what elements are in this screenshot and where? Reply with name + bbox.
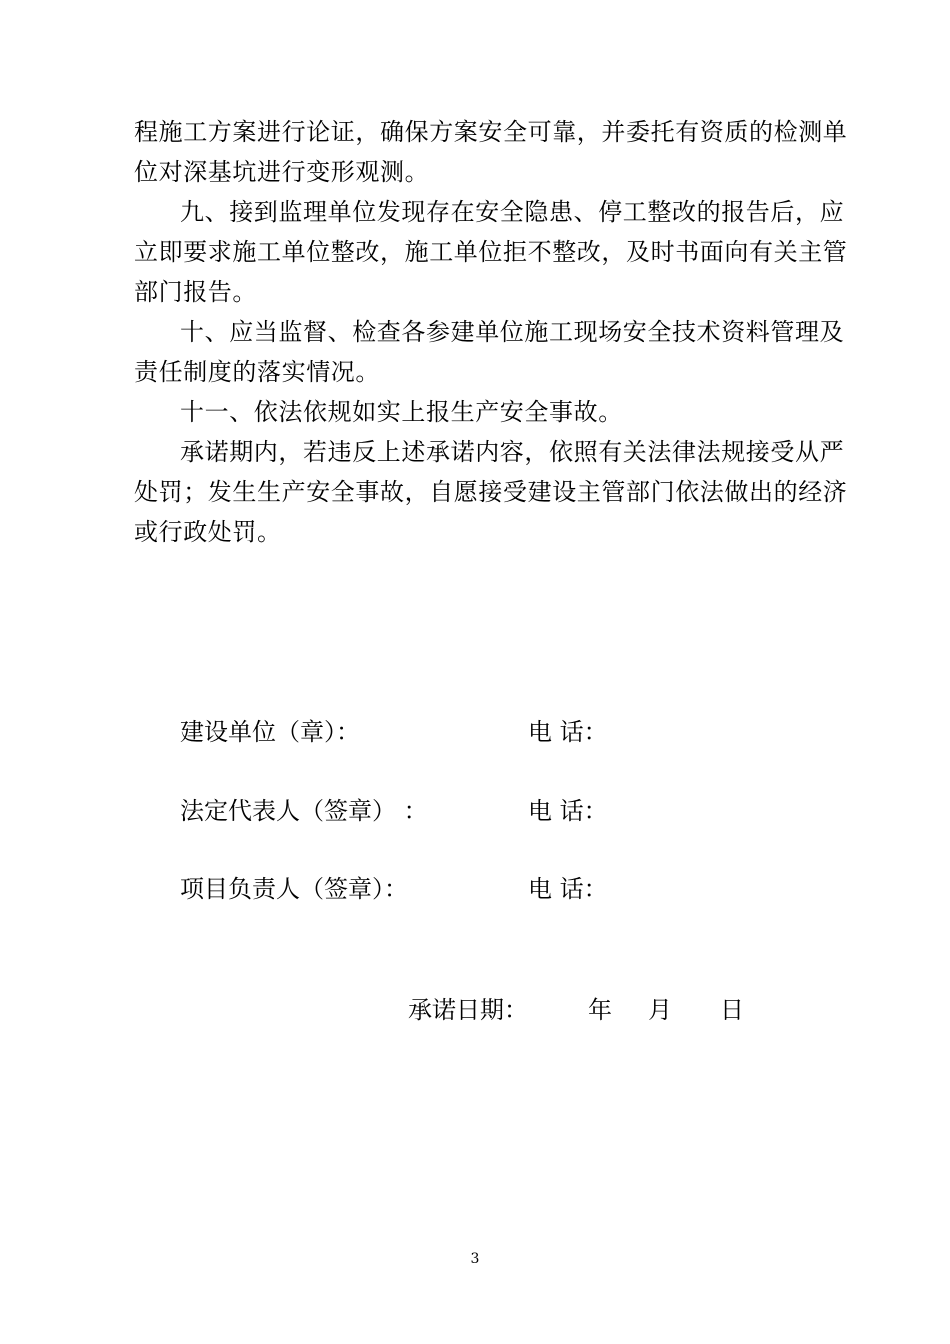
date-day: 日: [720, 996, 744, 1024]
date-year: 年: [588, 996, 612, 1024]
construction-unit-label: 建设单位（章）：: [180, 718, 360, 746]
paragraph-line: 或行政处罚。: [134, 518, 282, 546]
paragraph-line: 九、接到监理单位发现存在安全隐患、停工整改的报告后，应: [180, 198, 845, 226]
legal-rep-label: 法定代表人（签章） ：: [180, 797, 428, 825]
paragraph-line: 十一、依法依规如实上报生产安全事故。: [180, 398, 623, 426]
phone-label: 电 话：: [528, 718, 608, 746]
paragraph-line: 承诺期内，若违反上述承诺内容，依照有关法律法规接受从严: [180, 438, 845, 466]
paragraph-line: 十、应当监督、检查各参建单位施工现场安全技术资料管理及: [180, 318, 845, 346]
page-number: 3: [470, 1251, 480, 1267]
paragraph-line: 部门报告。: [134, 278, 257, 306]
paragraph-line: 责任制度的落实情况。: [134, 358, 380, 386]
paragraph-line: 位对深基坑进行变形观测。: [134, 158, 430, 186]
paragraph-line: 处罚；发生生产安全事故，自愿接受建设主管部门依法做出的经济: [134, 478, 848, 506]
paragraph-line: 立即要求施工单位整改，施工单位拒不整改，及时书面向有关主管: [134, 238, 848, 266]
project-lead-label: 项目负责人（签章）：: [180, 875, 408, 903]
commitment-body: [134, 112, 848, 552]
paragraph-line: 程施工方案进行论证，确保方案安全可靠，并委托有资质的检测单: [134, 118, 848, 146]
date-month: 月: [648, 996, 672, 1024]
commitment-date-label: 承诺日期：: [408, 996, 528, 1024]
phone-label: 电 话：: [528, 797, 608, 825]
phone-label: 电 话：: [528, 875, 608, 903]
